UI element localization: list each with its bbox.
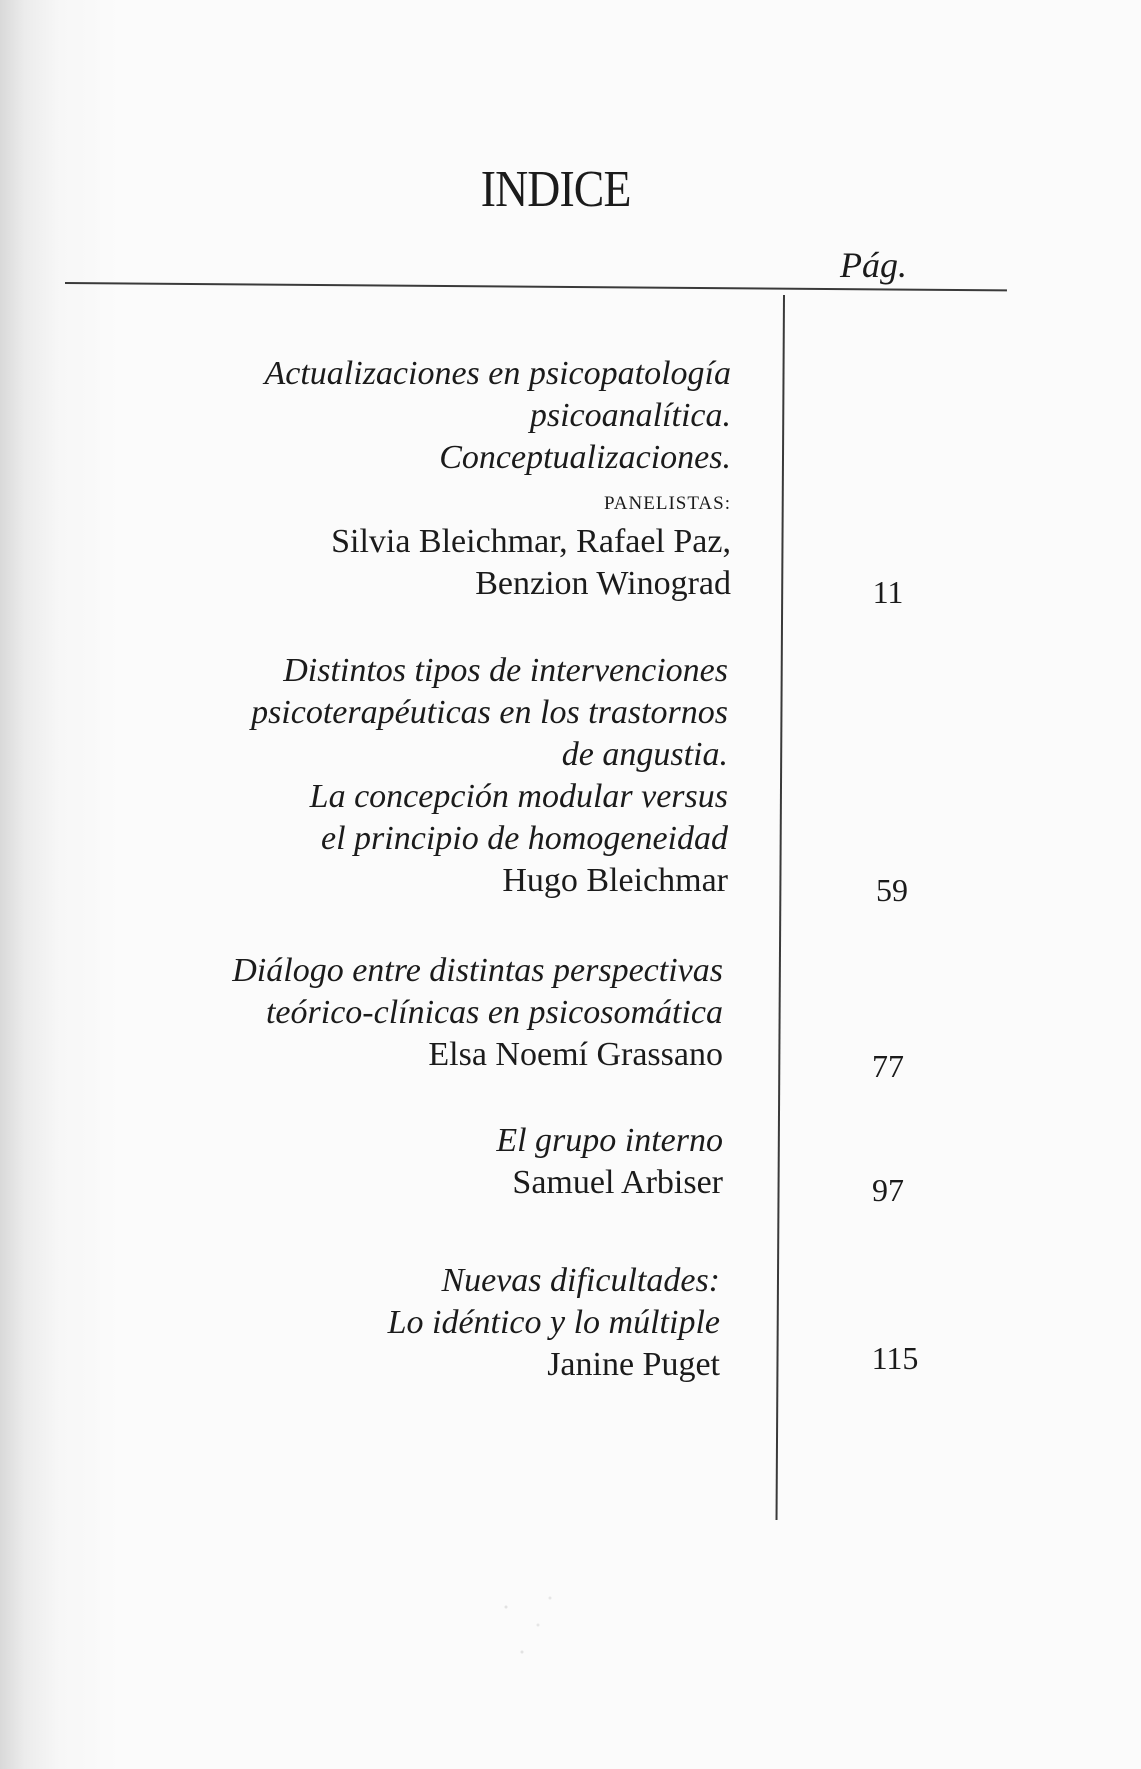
entry-title-line: Lo idéntico y lo múltiple [387,1304,720,1341]
entry-title-line: El grupo interno [496,1122,723,1159]
entry-title-line: de angustia. [561,736,728,773]
toc-entry-3[interactable] [232,950,723,1076]
toc-entry-1[interactable] [265,353,732,605]
entry-page-number[interactable]: 77 [872,1048,904,1084]
entry-page-number[interactable]: 97 [872,1172,904,1208]
toc-entry-2[interactable] [251,650,728,902]
vertical-rule [776,295,785,1520]
entry-author-line: Elsa Noemí Grassano [428,1036,723,1073]
entry-page-number[interactable]: 11 [872,574,904,610]
entry-author-line: Samuel Arbiser [512,1164,723,1201]
toc-entry-5[interactable] [388,1260,720,1386]
page-title: INDICE [480,161,631,218]
entry-title-line: Conceptualizaciones. [439,439,731,476]
entry-author-line: Hugo Bleichmar [502,862,728,899]
panel-label: PANELISTAS: [603,493,731,514]
entry-title-line: Nuevas dificultades: [441,1262,720,1299]
toc-entry-4[interactable] [496,1120,723,1204]
entry-author-line: Silvia Bleichmar, Rafael Paz, [331,523,731,560]
entry-title-line: psicoterapéuticas en los trastornos [251,694,728,731]
entry-author-line: Benzion Winograd [475,565,731,602]
entry-title-line: psicoanalítica. [529,397,731,434]
entry-page-number[interactable]: 59 [876,872,908,908]
entry-title-line: Distintos tipos de intervenciones [283,652,728,689]
entry-title-line: La concepción modular versus [309,778,728,815]
entry-title-line: teórico-clínicas en psicosomática [265,994,723,1031]
paper-speckle [490,1580,570,1670]
entry-title-line: Actualizaciones en psicopatología [264,355,731,392]
entry-title-line: Diálogo entre distintas perspectivas [232,952,723,989]
entry-page-number[interactable]: 115 [871,1340,919,1376]
entry-title-line: el principio de homogeneidad [321,820,728,857]
page-column-label: Pág. [840,245,907,285]
entry-author-line: Janine Puget [547,1346,720,1383]
